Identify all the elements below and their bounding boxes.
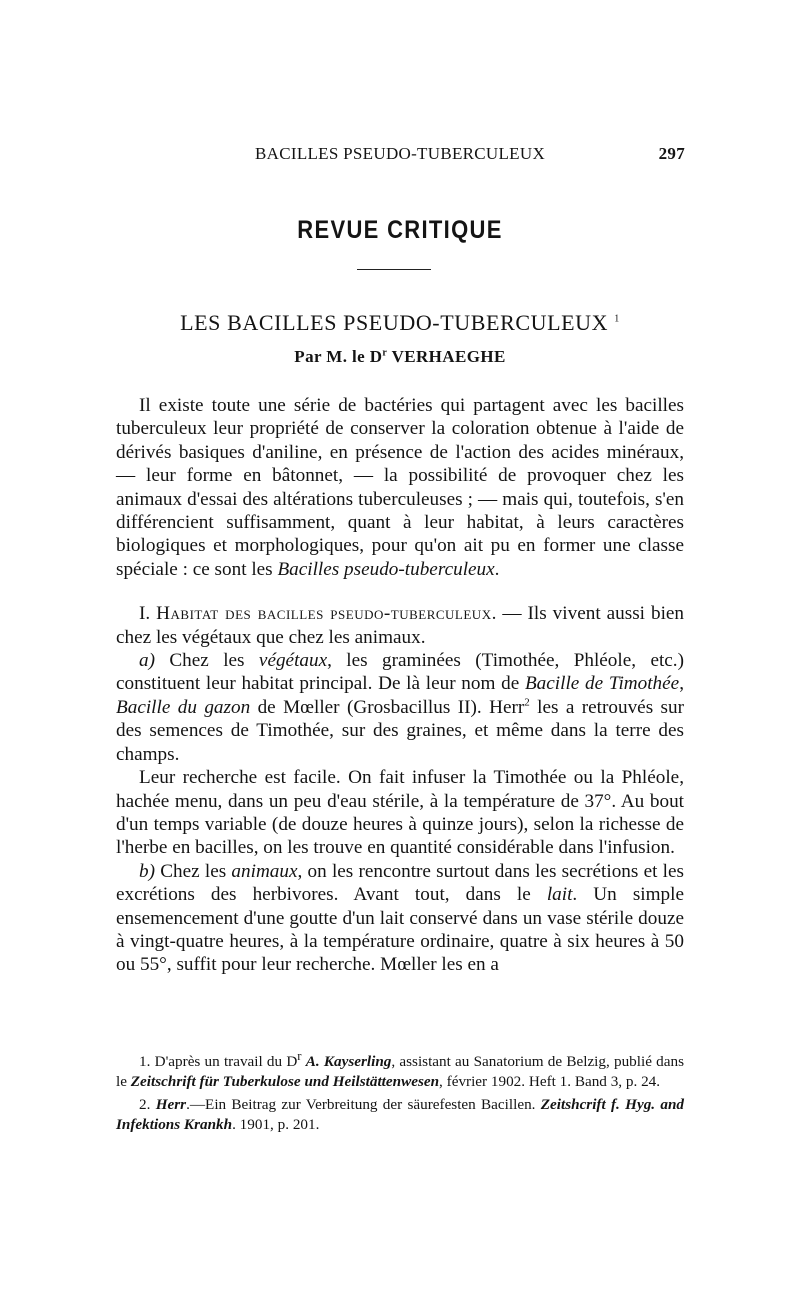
footnote-1-journal: Zeitschrift für Tuberkulose und Heilstättenwesen xyxy=(130,1072,440,1090)
footnote-1-text-1: 1. D'après un travail du D xyxy=(139,1053,298,1071)
page-number: 297 xyxy=(658,144,685,163)
intro-end: . xyxy=(494,558,500,580)
article-title xyxy=(0,310,800,336)
bacille-gazon-term: Bacille du gazon xyxy=(116,696,251,718)
section-1-text: . — Ils vivent aussi bien chez les végétaux que chez les animaux. xyxy=(116,603,685,648)
vegetaux-text-3: , xyxy=(679,673,684,695)
footnote-1-sup: r xyxy=(297,1049,302,1063)
paragraph-intro xyxy=(116,394,684,581)
lait-term: lait xyxy=(546,884,573,906)
recherche-text: Leur recherche est facile. On fait infuser la Timothée ou la Phléole, hachée menu, dans un peu d'eau stérile, à la température de 37°. Au bout d'un temps variable (de douze heures à quinze jours), selon la richesse de l'herbe en bacilles, on les trouve en quantité considérable dans l'infusion. xyxy=(116,767,684,859)
intro-term: Bacilles pseudo-tuberculeux xyxy=(277,558,495,580)
item-label-b: b) xyxy=(139,860,155,882)
vegetaux-text-5: les a retrouvés sur des semences de Timothée, sur des graines, et même dans la terre des champs. xyxy=(116,696,685,765)
byline-title-sup: r xyxy=(382,347,388,359)
footnote-2-text-2: . 1901, p. 201. xyxy=(232,1115,320,1133)
footnote-1 xyxy=(116,1047,684,1091)
section-title: REVUE CRITIQUE xyxy=(297,216,503,244)
intro-text: Il existe toute une série de bactéries qui partagent avec les bacilles tuberculeux leur propriété de conserver la coloration obtenue à l'aide de dérivés basiques d'aniline, en présence de l'action des acides minéraux, — leur forme en bâtonnet, — la possibilité de provoquer chez les animaux d'essai des altérations tuberculeuses ; — mais qui, toutefois, s'en différencient suffisamment, quant à leur habitat, à leurs caractères biologiques et morphologiques, pour qu'on ait pu en former une classe spéciale : ce sont les xyxy=(116,395,684,580)
footnote-1-text-2: , assistant au Sanatorium de Belzig, publié dans le xyxy=(116,1053,684,1090)
item-label-a: a) xyxy=(139,650,155,672)
animaux-text-1: Chez les xyxy=(154,860,232,882)
footnote-ref-1[interactable]: 1 xyxy=(614,313,620,325)
footnote-2-journal: Zeitshcrift f. Hyg. and Infektions Krankh xyxy=(116,1096,684,1133)
section-number: I. xyxy=(139,603,157,625)
animaux-text-2: , on les rencontre surtout dans les secrétions et les excrétions des herbivores. Avant tout, dans le xyxy=(116,860,684,906)
bacille-timothee-term: Bacille de Timothée xyxy=(524,673,680,695)
byline xyxy=(0,347,800,367)
animaux-text-3: . Un simple ensemencement d'une goutte d'un lait conservé dans un vase stérile douze à vingt-quatre heures, à la température ordinaire, quatre à six heures à 50 ou 55°, suffit pour leur recherche. Mœller les en a xyxy=(116,884,684,976)
paragraph-vegetaux xyxy=(116,649,684,766)
paragraph-recherche xyxy=(116,766,684,860)
byline-prefix: Par M. le D xyxy=(294,347,383,366)
vegetaux-text-2: , les graminées (Timothée, Phléole, etc.) constituent leur habitat principal. De là leur nom de xyxy=(116,650,684,695)
footnote-ref-2[interactable]: 2 xyxy=(524,696,530,709)
running-title: BACILLES PSEUDO-TUBERCULEUX xyxy=(255,144,546,163)
footnote-1-text-3: , février 1902. Heft 1. Band 3, p. 24. xyxy=(439,1072,661,1090)
animaux-term: animaux xyxy=(231,860,298,882)
vegetaux-text-4: de Mœller (Grosbacillus II). Herr xyxy=(250,696,525,718)
footnotes xyxy=(116,1047,684,1138)
footnote-2-number: 2. xyxy=(139,1096,156,1114)
author-name: VERHAEGHE xyxy=(387,347,506,366)
footnote-2 xyxy=(116,1095,684,1134)
section-heading: Habitat des bacilles pseudo-tuberculeux xyxy=(156,603,492,625)
article-title-text: LES BACILLES PSEUDO-TUBERCULEUX xyxy=(180,310,609,335)
article-body xyxy=(116,394,684,977)
paragraph-animaux xyxy=(116,860,684,977)
paragraph-section-1 xyxy=(116,602,684,649)
footnote-1-author: A. Kayserling xyxy=(305,1053,392,1071)
vegetaux-text-1: Chez les xyxy=(154,650,259,672)
title-rule xyxy=(357,269,431,270)
vegetaux-term: végétaux xyxy=(258,650,328,672)
footnote-2-author: Herr xyxy=(155,1096,187,1114)
footnote-2-text-1: .—Ein Beitrag zur Verbreitung der säurefesten Bacillen. xyxy=(186,1096,541,1114)
